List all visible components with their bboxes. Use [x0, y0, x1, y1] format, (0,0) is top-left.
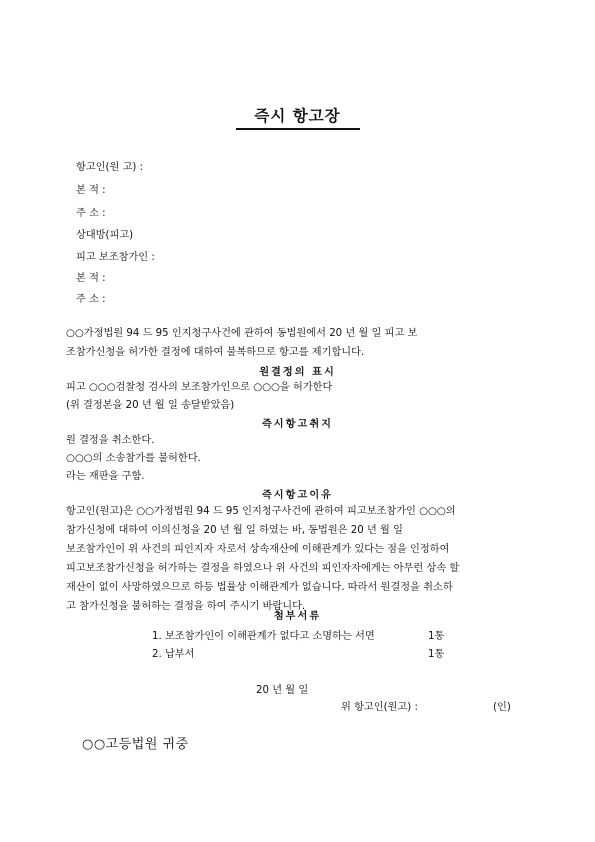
reason-line-4: 피고보조참가신청을 허가하는 결정을 하였으나 위 사건의 피인자자에게는 아무런 상속 할	[66, 563, 460, 574]
original-decision-heading: 원결정의 표시	[259, 367, 336, 378]
signer-label: 위 항고인(원고) :	[341, 702, 418, 713]
party-intervenor-domicile: 본 적 :	[76, 273, 106, 284]
party-appellant: 항고인(원 고) :	[76, 162, 144, 173]
attachment-item-2: 2. 납부서	[152, 649, 195, 660]
reason-line-1: 항고인(원고)은 ○○가정법원 94 드 95 인지청구사건에 관하여 피고보조참가인 ○○○의	[66, 506, 456, 517]
reason-heading: 즉시항고이유	[261, 490, 334, 501]
attachments-heading: 첨부서류	[273, 611, 322, 622]
reason-line-3: 보조참가인이 위 사건의 피인지자 자로서 상속재산에 이해관계가 있다는 점을 인정하여	[66, 544, 450, 555]
party-respondent: 상대방(피고)	[76, 230, 134, 241]
party-intervenor: 피고 보조참가인 :	[76, 252, 155, 263]
party-appellant-address: 주 소 :	[76, 208, 106, 219]
party-appellant-domicile: 본 적 :	[76, 185, 106, 196]
reason-line-2: 참가신청에 대하여 이의신청을 20 년 월 일 하였는 바, 동법원은 20 년 월 일	[66, 525, 403, 536]
purpose-line-2: ○○○의 소송참가를 불허한다.	[66, 453, 201, 464]
title-underline	[236, 128, 360, 130]
purpose-line-3: 라는 재판을 구함.	[66, 471, 145, 482]
reason-line-5: 재산이 없이 사망하였으므로 하등 법률상 이해관계가 없습니다. 따라서 원결정을 취소하	[66, 582, 453, 593]
attachment-count-1: 1통	[428, 631, 445, 642]
intro-line-2: 조참가신청을 허가한 결정에 대하여 불복하므로 항고를 제기합니다.	[66, 347, 365, 358]
seal-mark: (인)	[493, 702, 511, 713]
filing-date: 20 년 월 일	[256, 685, 309, 696]
attachment-item-1: 1. 보조참가인이 이해관계가 없다고 소명하는 서면	[152, 631, 375, 642]
purpose-heading: 즉시항고취지	[261, 419, 334, 430]
intro-line-1: ○○가정법원 94 드 95 인지청구사건에 관하여 동법원에서 20 년 월 일 피고 보	[66, 328, 418, 339]
party-intervenor-address: 주 소 :	[76, 294, 106, 305]
original-line-2: (위 결정본을 20 년 월 일 송달받았음)	[66, 400, 235, 411]
attachment-count-2: 1통	[428, 649, 445, 660]
document-title: 즉시 항고장	[254, 107, 341, 125]
court-addressee: ○○고등법원 귀중	[82, 737, 189, 752]
reason-line-6: 고 참가신청을 불허하는 결정을 하여 주시기 바랍니다.	[66, 601, 306, 612]
original-line-1: 피고 ○○○검찰청 검사의 보조참가인으로 ○○○을 허가한다	[66, 382, 333, 393]
purpose-line-1: 원 결정을 취소한다.	[66, 435, 155, 446]
